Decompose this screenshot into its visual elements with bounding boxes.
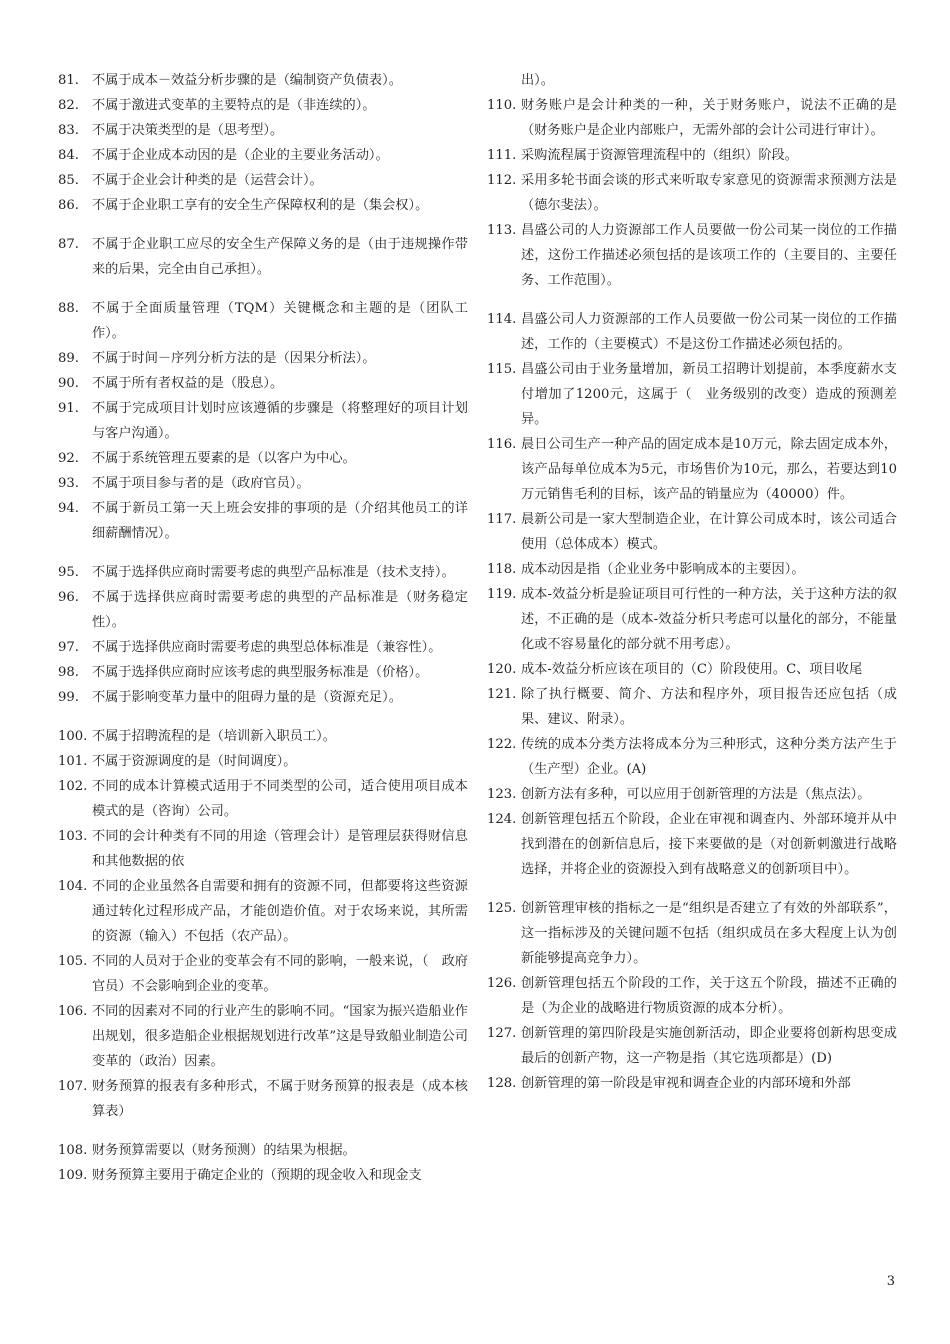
question-text: 不属于成本－效益分析步骤的是（编制资产负债表）。 xyxy=(92,73,402,88)
question-number: 123. xyxy=(487,787,517,802)
question-number: 87. xyxy=(58,237,79,252)
question-number: 115. xyxy=(487,362,517,377)
question-text: 财务预算的报表有多种形式，不属于财务预算的报表是（成本核算表） xyxy=(92,1079,468,1119)
question-item xyxy=(58,396,468,446)
question-item xyxy=(487,582,897,657)
question-item xyxy=(58,724,468,749)
question-text: 不属于激进式变革的主要特点的是（非连续的）。 xyxy=(92,98,376,113)
question-number: 107. xyxy=(58,1079,88,1094)
question-text: 不属于选择供应商时需要考虑的典型产品标准是（技术支持）。 xyxy=(92,565,455,580)
question-item xyxy=(58,824,468,874)
question-item xyxy=(58,560,468,585)
question-number: 102. xyxy=(58,779,88,794)
question-number: 100. xyxy=(58,729,88,744)
question-text: 创新管理审核的指标之一是“组织是否建立了有效的外部联系”，这一指标涉及的关键问题不包括（组织成员在多大程度上认为创新能够提高竞争力）。 xyxy=(521,901,897,966)
question-number: 127. xyxy=(487,1026,517,1041)
question-number: 125. xyxy=(487,901,517,916)
question-item xyxy=(58,168,468,193)
question-number: 82. xyxy=(58,98,79,113)
question-number: 128. xyxy=(487,1076,517,1091)
question-number: 106. xyxy=(58,1004,88,1019)
question-number: 103. xyxy=(58,829,88,844)
question-number: 104. xyxy=(58,879,88,894)
question-text: 不属于决策类型的是（思考型）。 xyxy=(92,123,284,138)
question-text: 不属于时间－序列分析方法的是（因果分析法）。 xyxy=(92,351,376,366)
question-item xyxy=(487,732,897,782)
question-number: 126. xyxy=(487,976,517,991)
question-number: 90. xyxy=(58,376,79,391)
question-item xyxy=(58,1138,468,1163)
question-text: 昌盛公司由于业务量增加，新员工招聘计划提前，本季度薪水支付增加了1200元，这属于（ 业务级别的改变）造成的预测差异。 xyxy=(521,362,897,427)
question-number: 111. xyxy=(487,148,517,163)
question-text: 除了执行概要、简介、方法和程序外，项目报告还应包括（成果、建议、附录）。 xyxy=(521,687,897,727)
question-number: 88. xyxy=(58,301,79,316)
question-item xyxy=(487,218,897,293)
question-number: 98. xyxy=(58,665,79,680)
question-item xyxy=(58,685,468,710)
question-text: 不属于选择供应商时应该考虑的典型服务标准是（价格）。 xyxy=(92,665,429,680)
question-text: 不属于招聘流程的是（培训新入职员工）。 xyxy=(92,729,336,744)
question-item xyxy=(58,118,468,143)
question-item xyxy=(487,657,897,682)
right-column xyxy=(487,68,897,1096)
question-number: 117. xyxy=(487,512,517,527)
question-number: 113. xyxy=(487,223,517,238)
question-text: 不同的企业虽然各自需要和拥有的资源不同，但都要将这些资源通过转化过程形成产品，才能创造价值。对于农场来说，其所需的资源（输入）不包括（农产品）。 xyxy=(92,879,468,944)
question-text: 采购流程属于资源管理流程中的（组织）阶段。 xyxy=(521,148,798,163)
question-item xyxy=(58,949,468,999)
question-number: 91. xyxy=(58,401,79,416)
question-text: 不属于全面质量管理（TQM）关键概念和主题的是（团队工作）。 xyxy=(92,301,468,341)
question-item xyxy=(58,660,468,685)
question-text: 传统的成本分类方法将成本分为三种形式，这种分类方法产生于（生产型）企业。(A) xyxy=(521,737,897,777)
question-text: 不属于系统管理五要素的是（以客户为中心。 xyxy=(92,451,356,466)
question-item xyxy=(58,296,468,346)
question-item xyxy=(58,232,468,282)
question-text: 不属于选择供应商时需要考虑的典型总体标准是（兼容性）。 xyxy=(92,640,442,655)
question-number: 121. xyxy=(487,687,517,702)
question-item xyxy=(58,874,468,949)
question-text: 创新管理的第四阶段是实施创新活动，即企业要将创新构思变成最后的创新产物，这一产物是指（其它选项都是）(D) xyxy=(521,1026,897,1066)
question-item xyxy=(58,1163,468,1188)
question-number: 89. xyxy=(58,351,79,366)
question-text: 不同的会计种类有不同的用途（管理会计）是管理层获得财信息和其他数据的依 xyxy=(92,829,468,869)
question-item xyxy=(487,896,897,971)
question-number: 118. xyxy=(487,562,517,577)
question-text: 创新方法有多种，可以应用于创新管理的方法是（焦点法）。 xyxy=(521,787,871,802)
question-item xyxy=(487,971,897,1021)
question-text: 不属于完成项目计划时应该遵循的步骤是（将整理好的项目计划与客户沟通）。 xyxy=(92,401,468,441)
question-item xyxy=(58,371,468,396)
question-number: 112. xyxy=(487,173,517,188)
left-column xyxy=(58,68,468,1188)
question-text: 不同的成本计算模式适用于不同类型的公司，适合使用项目成本模式的是（咨询）公司。 xyxy=(92,779,468,819)
question-number: 101. xyxy=(58,754,88,769)
question-item xyxy=(58,68,468,93)
question-text: 昌盛公司人力资源部的工作人员要做一份公司某一岗位的工作描述，工作的（主要模式）不是这份工作描述必须包括的。 xyxy=(521,312,897,352)
question-number: 114. xyxy=(487,312,517,327)
question-item xyxy=(487,143,897,168)
question-text: 不属于企业职工享有的安全生产保障权利的是（集会权）。 xyxy=(92,198,429,213)
question-text: 不同的人员对于企业的变革会有不同的影响，一般来说，（ 政府官员）不会影响到企业的变革。 xyxy=(92,954,468,994)
question-number: 94. xyxy=(58,501,79,516)
question-text: 财务预算需要以（财务预测）的结果为根据。 xyxy=(92,1143,356,1158)
question-number: 124. xyxy=(487,812,517,827)
question-text: 不属于选择供应商时需要考虑的典型的产品标准是（财务稳定性）。 xyxy=(92,590,468,630)
question-text: 不属于影响变革力量中的阻碍力量的是（资源充足）。 xyxy=(92,690,402,705)
question-item xyxy=(487,682,897,732)
question-text: 不属于企业成本动因的是（企业的主要业务活动）。 xyxy=(92,148,389,163)
question-text: 创新管理包括五个阶段，企业在审视和调查内、外部环境并从中找到潜在的创新信息后，接下来要做的是（对创新刺激进行战略选择，并将企业的资源投入到有战略意义的创新项目中）。 xyxy=(521,812,897,877)
question-text: 创新管理的第一阶段是审视和调查企业的内部环境和外部 xyxy=(521,1076,851,1091)
page-number: 3 xyxy=(886,1274,895,1289)
question-item xyxy=(487,507,897,557)
question-number: 86. xyxy=(58,198,79,213)
question-item xyxy=(487,1021,897,1071)
question-item xyxy=(487,357,897,432)
question-item xyxy=(58,774,468,824)
question-text: 不属于企业职工应尽的安全生产保障义务的是（由于违规操作带来的后果，完全由自己承担）。 xyxy=(92,237,468,277)
question-number: 109. xyxy=(58,1168,88,1183)
question-text: 财务账户是会计种类的一种，关于财务账户，说法不正确的是（财务账户是企业内部账户，无需外部的会计公司进行审计）。 xyxy=(521,98,897,138)
question-text: 成本动因是指（企业业务中影响成本的主要因）。 xyxy=(521,562,805,577)
question-number: 110. xyxy=(487,98,517,113)
question-number: 97. xyxy=(58,640,79,655)
question-number: 108. xyxy=(58,1143,88,1158)
question-number: 92. xyxy=(58,451,79,466)
question-number: 120. xyxy=(487,662,517,677)
question-text: 创新管理包括五个阶段的工作，关于这五个阶段，描述不正确的是（为企业的战略进行物质资源的成本分析）。 xyxy=(521,976,897,1016)
question-item xyxy=(58,496,468,546)
question-item xyxy=(58,471,468,496)
question-text: 成本-效益分析是验证项目可行性的一种方法，关于这种方法的叙述，不正确的是（成本-效益分析只考虑可以量化的部分，不能量化或不容易量化的部分就不用考虑）。 xyxy=(521,587,897,652)
question-text: 不属于资源调度的是（时间调度）。 xyxy=(92,754,297,769)
continuation-text: 出）。 xyxy=(521,73,554,88)
question-number: 105. xyxy=(58,954,88,969)
question-item xyxy=(58,585,468,635)
question-number: 93. xyxy=(58,476,79,491)
question-item xyxy=(58,1074,468,1124)
question-item xyxy=(58,635,468,660)
question-item xyxy=(58,749,468,774)
question-item xyxy=(58,446,468,471)
question-number: 85. xyxy=(58,173,79,188)
question-item xyxy=(487,782,897,807)
question-item xyxy=(487,1071,897,1096)
question-text: 财务预算主要用于确定企业的（预期的现金收入和现金支 xyxy=(92,1168,422,1183)
question-item xyxy=(487,432,897,507)
question-text: 晨日公司生产一种产品的固定成本是10万元，除去固定成本外，该产品每单位成本为5元，市场售价为10元，那么，若要达到10万元销售毛利的目标，该产品的销量应为（40000）件。 xyxy=(521,437,897,502)
question-text: 不属于新员工第一天上班会安排的事项的是（介绍其他员工的详细薪酬情况）。 xyxy=(92,501,468,541)
question-number: 95. xyxy=(58,565,79,580)
question-item xyxy=(487,307,897,357)
question-text: 不同的因素对不同的行业产生的影响不同。“国家为振兴造船业作出规划，很多造船企业根据规划进行改革”这是导致船业制造公司变革的（政治）因素。 xyxy=(92,1004,468,1069)
question-item xyxy=(58,93,468,118)
question-text: 不属于企业会计种类的是（运营会计）。 xyxy=(92,173,323,188)
question-text: 成本-效益分析应该在项目的（C）阶段使用。C、项目收尾 xyxy=(521,662,863,677)
question-item xyxy=(58,999,468,1074)
question-text: 不属于所有者权益的是（股息）。 xyxy=(92,376,284,391)
question-item xyxy=(58,143,468,168)
question-item xyxy=(58,346,468,371)
question-text: 不属于项目参与者的是（政府官员）。 xyxy=(92,476,310,491)
question-text: 晨新公司是一家大型制造企业，在计算公司成本时，该公司适合使用（总体成本）模式。 xyxy=(521,512,897,552)
question-item xyxy=(487,807,897,882)
question-item xyxy=(58,193,468,218)
question-number: 99. xyxy=(58,690,79,705)
question-number: 84. xyxy=(58,148,79,163)
question-text: 采用多轮书面会谈的形式来听取专家意见的资源需求预测方法是（德尔斐法）。 xyxy=(521,173,897,213)
question-number: 119. xyxy=(487,587,517,602)
question-item xyxy=(487,168,897,218)
question-item xyxy=(487,557,897,582)
question-number: 122. xyxy=(487,737,517,752)
question-item xyxy=(487,93,897,143)
question-number: 96. xyxy=(58,590,79,605)
question-number: 83. xyxy=(58,123,79,138)
question-number: 116. xyxy=(487,437,517,452)
question-text: 昌盛公司的人力资源部工作人员要做一份公司某一岗位的工作描述，这份工作描述必须包括的是该项工作的（主要目的、主要任务、工作范围）。 xyxy=(521,223,897,288)
question-number: 81. xyxy=(58,73,79,88)
